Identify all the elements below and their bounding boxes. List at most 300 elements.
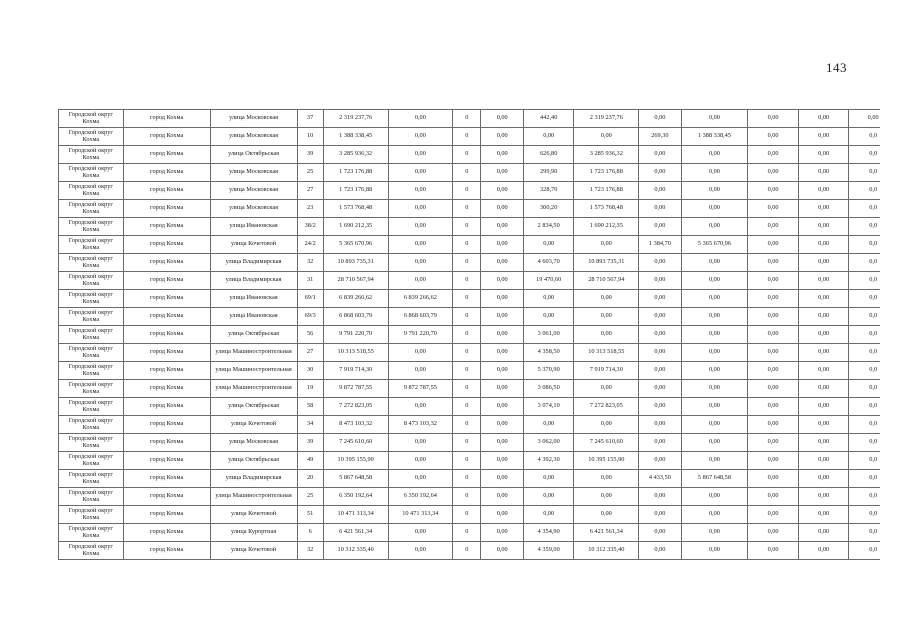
cell-cost-col-4: 3 285 936,32 (574, 146, 639, 164)
cell-cost-col-6: 0,00 (748, 308, 799, 326)
cell-cost-col-4: 0,00 (574, 326, 639, 344)
cell-street: улица Московская (210, 182, 297, 200)
cell-settlement: город Кохма (123, 416, 210, 434)
cell-count-col: 0 (453, 506, 481, 524)
cell-cost-col-5: 0,00 (681, 362, 748, 380)
cell-house: 38/2 (297, 218, 323, 236)
cell-area-sqm-2: 0,00 (639, 272, 681, 290)
cell-cost-col-8: 0,0 (849, 218, 880, 236)
cell-house: 27 (297, 344, 323, 362)
cell-house: 31 (297, 272, 323, 290)
cell-cost-col-8: 0,0 (849, 488, 880, 506)
cell-total-cost: 10 313 518,55 (323, 344, 388, 362)
cell-cost-col-8: 0,0 (849, 524, 880, 542)
cell-cost-col-4: 0,00 (574, 416, 639, 434)
cell-total-cost: 6 421 561,34 (323, 524, 388, 542)
cell-cost-col-5: 0,00 (681, 416, 748, 434)
table-row (59, 362, 881, 380)
cell-settlement: город Кохма (123, 452, 210, 470)
cell-area-sqm-2: 4 433,50 (639, 470, 681, 488)
cell-house: 56 (297, 326, 323, 344)
cell-cost-col-4: 1 723 176,88 (574, 164, 639, 182)
cell-area-sqm: 19 470,60 (523, 272, 574, 290)
cell-cost-col-2: 0,00 (388, 182, 453, 200)
cell-cost-col-7: 0,00 (798, 272, 849, 290)
table-row (59, 506, 881, 524)
cell-area: Городской округ Кохма (59, 272, 124, 290)
cell-street: улица Машиностроительная (210, 488, 297, 506)
cell-cost-col-5: 1 388 338,45 (681, 128, 748, 146)
cell-count-col: 0 (453, 110, 481, 128)
cell-area: Городской округ Кохма (59, 344, 124, 362)
cell-count-col: 0 (453, 164, 481, 182)
cell-cost-col-5: 5 365 670,96 (681, 236, 748, 254)
table-row (59, 416, 881, 434)
cell-cost-col-2: 0,00 (388, 236, 453, 254)
cell-cost-col-2: 0,00 (388, 128, 453, 146)
cell-count-col: 0 (453, 200, 481, 218)
cell-cost-col-3: 0,00 (481, 164, 523, 182)
cell-cost-col-2: 0,00 (388, 542, 453, 560)
cell-area-sqm-2: 0,00 (639, 398, 681, 416)
cell-cost-col-4: 7 272 823,05 (574, 398, 639, 416)
cell-settlement: город Кохма (123, 434, 210, 452)
cell-area: Городской округ Кохма (59, 380, 124, 398)
cell-cost-col-8: 0,0 (849, 398, 880, 416)
cell-count-col: 0 (453, 434, 481, 452)
cell-cost-col-2: 0,00 (388, 344, 453, 362)
cell-cost-col-2: 8 473 103,32 (388, 416, 453, 434)
cell-street: улица Московская (210, 200, 297, 218)
cell-cost-col-7: 0,00 (798, 434, 849, 452)
cell-area-sqm: 0,00 (523, 128, 574, 146)
cell-area: Городской округ Кохма (59, 182, 124, 200)
cell-count-col: 0 (453, 542, 481, 560)
cell-count-col: 0 (453, 128, 481, 146)
table-row (59, 524, 881, 542)
cell-house: 27 (297, 182, 323, 200)
cell-area: Городской округ Кохма (59, 236, 124, 254)
cell-cost-col-2: 0,00 (388, 200, 453, 218)
cell-area-sqm-2: 0,00 (639, 542, 681, 560)
cell-cost-col-2: 0,00 (388, 254, 453, 272)
cell-house: 39 (297, 146, 323, 164)
cell-cost-col-2: 9 791 220,70 (388, 326, 453, 344)
cell-cost-col-8: 0,00 (849, 110, 880, 128)
cell-street: улица Московская (210, 128, 297, 146)
cell-cost-col-7: 0,00 (798, 146, 849, 164)
cell-house: 58 (297, 398, 323, 416)
cell-cost-col-7: 0,00 (798, 218, 849, 236)
cell-area-sqm: 0,00 (523, 290, 574, 308)
cell-cost-col-5: 0,00 (681, 506, 748, 524)
cell-area: Городской округ Кохма (59, 128, 124, 146)
cell-house: 49 (297, 452, 323, 470)
cell-cost-col-6: 0,00 (748, 434, 799, 452)
cell-cost-col-3: 0,00 (481, 470, 523, 488)
cell-house: 23 (297, 200, 323, 218)
table-row (59, 380, 881, 398)
cell-count-col: 0 (453, 326, 481, 344)
cell-cost-col-7: 0,00 (798, 200, 849, 218)
cell-cost-col-2: 0,00 (388, 272, 453, 290)
cell-street: улица Кочетовой (210, 236, 297, 254)
cell-area: Городской округ Кохма (59, 326, 124, 344)
cell-area: Городской округ Кохма (59, 524, 124, 542)
cell-total-cost: 1 723 176,88 (323, 164, 388, 182)
cell-cost-col-8: 0,0 (849, 506, 880, 524)
cell-area: Городской округ Кохма (59, 110, 124, 128)
cell-area-sqm: 442,40 (523, 110, 574, 128)
cell-cost-col-3: 0,00 (481, 200, 523, 218)
cell-area: Городской округ Кохма (59, 452, 124, 470)
cell-cost-col-4: 2 319 237,76 (574, 110, 639, 128)
cell-area-sqm: 299,90 (523, 164, 574, 182)
cell-cost-col-5: 0,00 (681, 452, 748, 470)
cell-cost-col-6: 0,00 (748, 524, 799, 542)
cell-cost-col-8: 0,0 (849, 236, 880, 254)
cell-cost-col-6: 0,00 (748, 470, 799, 488)
cell-cost-col-7: 0,00 (798, 290, 849, 308)
table-row (59, 254, 881, 272)
cell-cost-col-4: 6 421 561,34 (574, 524, 639, 542)
cell-cost-col-5: 0,00 (681, 524, 748, 542)
table-row (59, 182, 881, 200)
cell-street: улица Октябрьская (210, 146, 297, 164)
cell-cost-col-4: 10 893 735,31 (574, 254, 639, 272)
cell-count-col: 0 (453, 146, 481, 164)
cell-cost-col-3: 0,00 (481, 308, 523, 326)
cell-house: 25 (297, 164, 323, 182)
cell-area-sqm-2: 0,00 (639, 362, 681, 380)
cell-cost-col-7: 0,00 (798, 344, 849, 362)
cell-cost-col-6: 0,00 (748, 398, 799, 416)
cell-total-cost: 1 573 768,48 (323, 200, 388, 218)
cell-house: 34 (297, 416, 323, 434)
cell-cost-col-3: 0,00 (481, 128, 523, 146)
cell-street: улица Октябрьская (210, 326, 297, 344)
cell-cost-col-4: 10 312 335,40 (574, 542, 639, 560)
cell-cost-col-7: 0,00 (798, 236, 849, 254)
cell-area-sqm: 4 358,50 (523, 344, 574, 362)
cell-total-cost: 1 723 176,88 (323, 182, 388, 200)
cell-cost-col-5: 0,00 (681, 272, 748, 290)
table-body (59, 110, 881, 560)
cell-cost-col-8: 0,0 (849, 182, 880, 200)
cell-cost-col-6: 0,00 (748, 218, 799, 236)
cell-cost-col-2: 0,00 (388, 164, 453, 182)
table-container (58, 109, 880, 560)
cell-count-col: 0 (453, 182, 481, 200)
cell-cost-col-8: 0,0 (849, 470, 880, 488)
cell-area-sqm: 0,00 (523, 470, 574, 488)
cell-cost-col-4: 7 245 610,60 (574, 434, 639, 452)
cell-area-sqm: 5 370,90 (523, 362, 574, 380)
cell-area-sqm: 0,00 (523, 488, 574, 506)
cell-street: улица Московская (210, 110, 297, 128)
cell-cost-col-3: 0,00 (481, 380, 523, 398)
cell-count-col: 0 (453, 362, 481, 380)
cell-street: улица Владимирская (210, 272, 297, 290)
table-row (59, 470, 881, 488)
cell-total-cost: 5 365 670,96 (323, 236, 388, 254)
page-number: 143 (826, 60, 847, 75)
cell-area-sqm-2: 0,00 (639, 452, 681, 470)
cell-area-sqm-2: 0,00 (639, 434, 681, 452)
cell-cost-col-8: 0,0 (849, 326, 880, 344)
cell-house: 20 (297, 470, 323, 488)
cell-area: Городской округ Кохма (59, 506, 124, 524)
cell-area: Городской округ Кохма (59, 416, 124, 434)
cell-house: 10 (297, 128, 323, 146)
cell-area-sqm: 328,70 (523, 182, 574, 200)
cell-cost-col-8: 0,0 (849, 380, 880, 398)
cell-settlement: город Кохма (123, 290, 210, 308)
cell-settlement: город Кохма (123, 398, 210, 416)
cell-area: Городской округ Кохма (59, 542, 124, 560)
cell-cost-col-8: 0,0 (849, 272, 880, 290)
cell-settlement: город Кохма (123, 308, 210, 326)
cell-total-cost: 6 839 266,62 (323, 290, 388, 308)
cell-area-sqm-2: 0,00 (639, 200, 681, 218)
cell-cost-col-3: 0,00 (481, 398, 523, 416)
cell-area-sqm: 300,20 (523, 200, 574, 218)
cell-cost-col-7: 0,00 (798, 398, 849, 416)
cell-cost-col-3: 0,00 (481, 290, 523, 308)
cell-house: 69/1 (297, 290, 323, 308)
cell-street: улица Машиностроительная (210, 380, 297, 398)
cell-cost-col-5: 0,00 (681, 110, 748, 128)
cell-cost-col-7: 0,00 (798, 488, 849, 506)
cell-settlement: город Кохма (123, 380, 210, 398)
cell-area: Городской округ Кохма (59, 218, 124, 236)
cell-total-cost: 9 872 787,55 (323, 380, 388, 398)
cell-cost-col-6: 0,00 (748, 290, 799, 308)
cell-area-sqm: 4 392,30 (523, 452, 574, 470)
cell-cost-col-3: 0,00 (481, 542, 523, 560)
cell-cost-col-6: 0,00 (748, 452, 799, 470)
cell-area-sqm: 2 834,50 (523, 218, 574, 236)
cell-area-sqm-2: 0,00 (639, 344, 681, 362)
cell-cost-col-8: 0,0 (849, 362, 880, 380)
cell-area: Городской округ Кохма (59, 362, 124, 380)
cell-cost-col-6: 0,00 (748, 128, 799, 146)
cell-area-sqm-2: 0,00 (639, 164, 681, 182)
cell-area-sqm-2: 0,00 (639, 182, 681, 200)
cell-house: 24/2 (297, 236, 323, 254)
cell-settlement: город Кохма (123, 254, 210, 272)
cell-cost-col-6: 0,00 (748, 326, 799, 344)
cell-total-cost: 10 395 155,90 (323, 452, 388, 470)
cell-area: Городской округ Кохма (59, 308, 124, 326)
cell-total-cost: 6 868 603,79 (323, 308, 388, 326)
cell-total-cost: 8 473 103,32 (323, 416, 388, 434)
cell-area-sqm: 3 074,10 (523, 398, 574, 416)
cell-area: Городской округ Кохма (59, 200, 124, 218)
cell-area: Городской округ Кохма (59, 254, 124, 272)
cell-cost-col-4: 0,00 (574, 128, 639, 146)
cell-settlement: город Кохма (123, 182, 210, 200)
cell-count-col: 0 (453, 254, 481, 272)
cell-area-sqm-2: 0,00 (639, 380, 681, 398)
cell-cost-col-8: 0,0 (849, 542, 880, 560)
cell-area-sqm: 4 354,90 (523, 524, 574, 542)
cell-area-sqm-2: 1 384,70 (639, 236, 681, 254)
cell-cost-col-7: 0,00 (798, 308, 849, 326)
cell-total-cost: 10 471 313,34 (323, 506, 388, 524)
cell-total-cost: 10 893 735,31 (323, 254, 388, 272)
cell-count-col: 0 (453, 524, 481, 542)
cell-cost-col-3: 0,00 (481, 236, 523, 254)
table-row (59, 110, 881, 128)
cell-cost-col-6: 0,00 (748, 416, 799, 434)
cell-cost-col-7: 0,00 (798, 452, 849, 470)
cell-cost-col-7: 0,00 (798, 542, 849, 560)
cell-area-sqm: 4 603,70 (523, 254, 574, 272)
cell-cost-col-3: 0,00 (481, 452, 523, 470)
cell-count-col: 0 (453, 488, 481, 506)
cell-cost-col-8: 0,0 (849, 164, 880, 182)
table-row (59, 452, 881, 470)
cell-cost-col-6: 0,00 (748, 254, 799, 272)
cell-cost-col-4: 1 690 212,35 (574, 218, 639, 236)
cell-cost-col-5: 0,00 (681, 380, 748, 398)
cell-house: 39 (297, 434, 323, 452)
cell-cost-col-3: 0,00 (481, 362, 523, 380)
cell-cost-col-4: 0,00 (574, 506, 639, 524)
cell-cost-col-7: 0,00 (798, 524, 849, 542)
cell-cost-col-7: 0,00 (798, 362, 849, 380)
cell-cost-col-7: 0,00 (798, 416, 849, 434)
cell-settlement: город Кохма (123, 542, 210, 560)
cell-cost-col-8: 0,0 (849, 200, 880, 218)
cell-cost-col-2: 6 868 603,79 (388, 308, 453, 326)
cell-cost-col-7: 0,00 (798, 110, 849, 128)
cell-cost-col-5: 0,00 (681, 218, 748, 236)
cell-count-col: 0 (453, 398, 481, 416)
cell-cost-col-8: 0,0 (849, 146, 880, 164)
cell-cost-col-6: 0,00 (748, 506, 799, 524)
cell-area-sqm-2: 0,00 (639, 308, 681, 326)
cell-area: Городской округ Кохма (59, 434, 124, 452)
cell-house: 69/3 (297, 308, 323, 326)
cell-area: Городской округ Кохма (59, 488, 124, 506)
cell-cost-col-3: 0,00 (481, 434, 523, 452)
table-row (59, 236, 881, 254)
cell-cost-col-6: 0,00 (748, 164, 799, 182)
cell-cost-col-4: 1 573 768,48 (574, 200, 639, 218)
cell-area-sqm-2: 0,00 (639, 146, 681, 164)
cell-street: улица Кочетовой (210, 542, 297, 560)
cell-cost-col-2: 0,00 (388, 434, 453, 452)
cell-street: улица Ивановская (210, 218, 297, 236)
cell-total-cost: 2 319 237,76 (323, 110, 388, 128)
cell-total-cost: 7 245 610,60 (323, 434, 388, 452)
table-row (59, 272, 881, 290)
table-row (59, 290, 881, 308)
cell-area-sqm-2: 0,00 (639, 326, 681, 344)
cell-area: Городской округ Кохма (59, 398, 124, 416)
table-row (59, 164, 881, 182)
cell-cost-col-5: 0,00 (681, 542, 748, 560)
cell-count-col: 0 (453, 470, 481, 488)
cell-settlement: город Кохма (123, 524, 210, 542)
cell-cost-col-2: 9 872 787,55 (388, 380, 453, 398)
data-table (58, 109, 880, 560)
cell-cost-col-2: 0,00 (388, 110, 453, 128)
cell-street: улица Октябрьская (210, 452, 297, 470)
cell-cost-col-6: 0,00 (748, 200, 799, 218)
cell-total-cost: 1 388 338,45 (323, 128, 388, 146)
cell-area-sqm-2: 0,00 (639, 524, 681, 542)
cell-cost-col-4: 10 395 155,90 (574, 452, 639, 470)
cell-area-sqm: 4 359,00 (523, 542, 574, 560)
cell-cost-col-2: 0,00 (388, 398, 453, 416)
cell-area-sqm-2: 0,00 (639, 110, 681, 128)
cell-area: Городской округ Кохма (59, 164, 124, 182)
cell-cost-col-7: 0,00 (798, 506, 849, 524)
cell-count-col: 0 (453, 218, 481, 236)
cell-area-sqm: 3 086,50 (523, 380, 574, 398)
cell-cost-col-5: 0,00 (681, 254, 748, 272)
cell-cost-col-8: 0,0 (849, 416, 880, 434)
cell-cost-col-5: 0,00 (681, 146, 748, 164)
cell-street: улица Октябрьская (210, 398, 297, 416)
cell-cost-col-4: 0,00 (574, 290, 639, 308)
cell-street: улица Курортная (210, 524, 297, 542)
cell-cost-col-6: 0,00 (748, 488, 799, 506)
cell-settlement: город Кохма (123, 506, 210, 524)
cell-settlement: город Кохма (123, 488, 210, 506)
table-row (59, 218, 881, 236)
cell-cost-col-4: 1 723 176,88 (574, 182, 639, 200)
cell-count-col: 0 (453, 308, 481, 326)
cell-cost-col-6: 0,00 (748, 380, 799, 398)
cell-street: улица Машиностроительная (210, 344, 297, 362)
cell-house: 37 (297, 110, 323, 128)
cell-cost-col-6: 0,00 (748, 542, 799, 560)
cell-cost-col-2: 0,00 (388, 452, 453, 470)
cell-area-sqm: 3 062,00 (523, 434, 574, 452)
cell-street: улица Ивановская (210, 290, 297, 308)
cell-cost-col-7: 0,00 (798, 254, 849, 272)
cell-cost-col-5: 0,00 (681, 344, 748, 362)
cell-street: улица Владимирская (210, 470, 297, 488)
table-row (59, 398, 881, 416)
cell-street: улица Машиностроительная (210, 362, 297, 380)
cell-house: 32 (297, 254, 323, 272)
cell-cost-col-5: 0,00 (681, 164, 748, 182)
cell-cost-col-5: 0,00 (681, 398, 748, 416)
cell-settlement: город Кохма (123, 236, 210, 254)
cell-area: Городской округ Кохма (59, 290, 124, 308)
cell-total-cost: 1 690 212,35 (323, 218, 388, 236)
cell-cost-col-3: 0,00 (481, 272, 523, 290)
cell-cost-col-3: 0,00 (481, 344, 523, 362)
cell-area-sqm-2: 0,00 (639, 254, 681, 272)
cell-area: Городской округ Кохма (59, 146, 124, 164)
cell-cost-col-7: 0,00 (798, 380, 849, 398)
cell-area-sqm-2: 269,30 (639, 128, 681, 146)
cell-count-col: 0 (453, 290, 481, 308)
cell-cost-col-7: 0,00 (798, 326, 849, 344)
cell-cost-col-7: 0,00 (798, 182, 849, 200)
cell-count-col: 0 (453, 416, 481, 434)
cell-area-sqm: 626,80 (523, 146, 574, 164)
cell-cost-col-8: 0,0 (849, 254, 880, 272)
cell-area-sqm-2: 0,00 (639, 488, 681, 506)
cell-area-sqm-2: 0,00 (639, 218, 681, 236)
